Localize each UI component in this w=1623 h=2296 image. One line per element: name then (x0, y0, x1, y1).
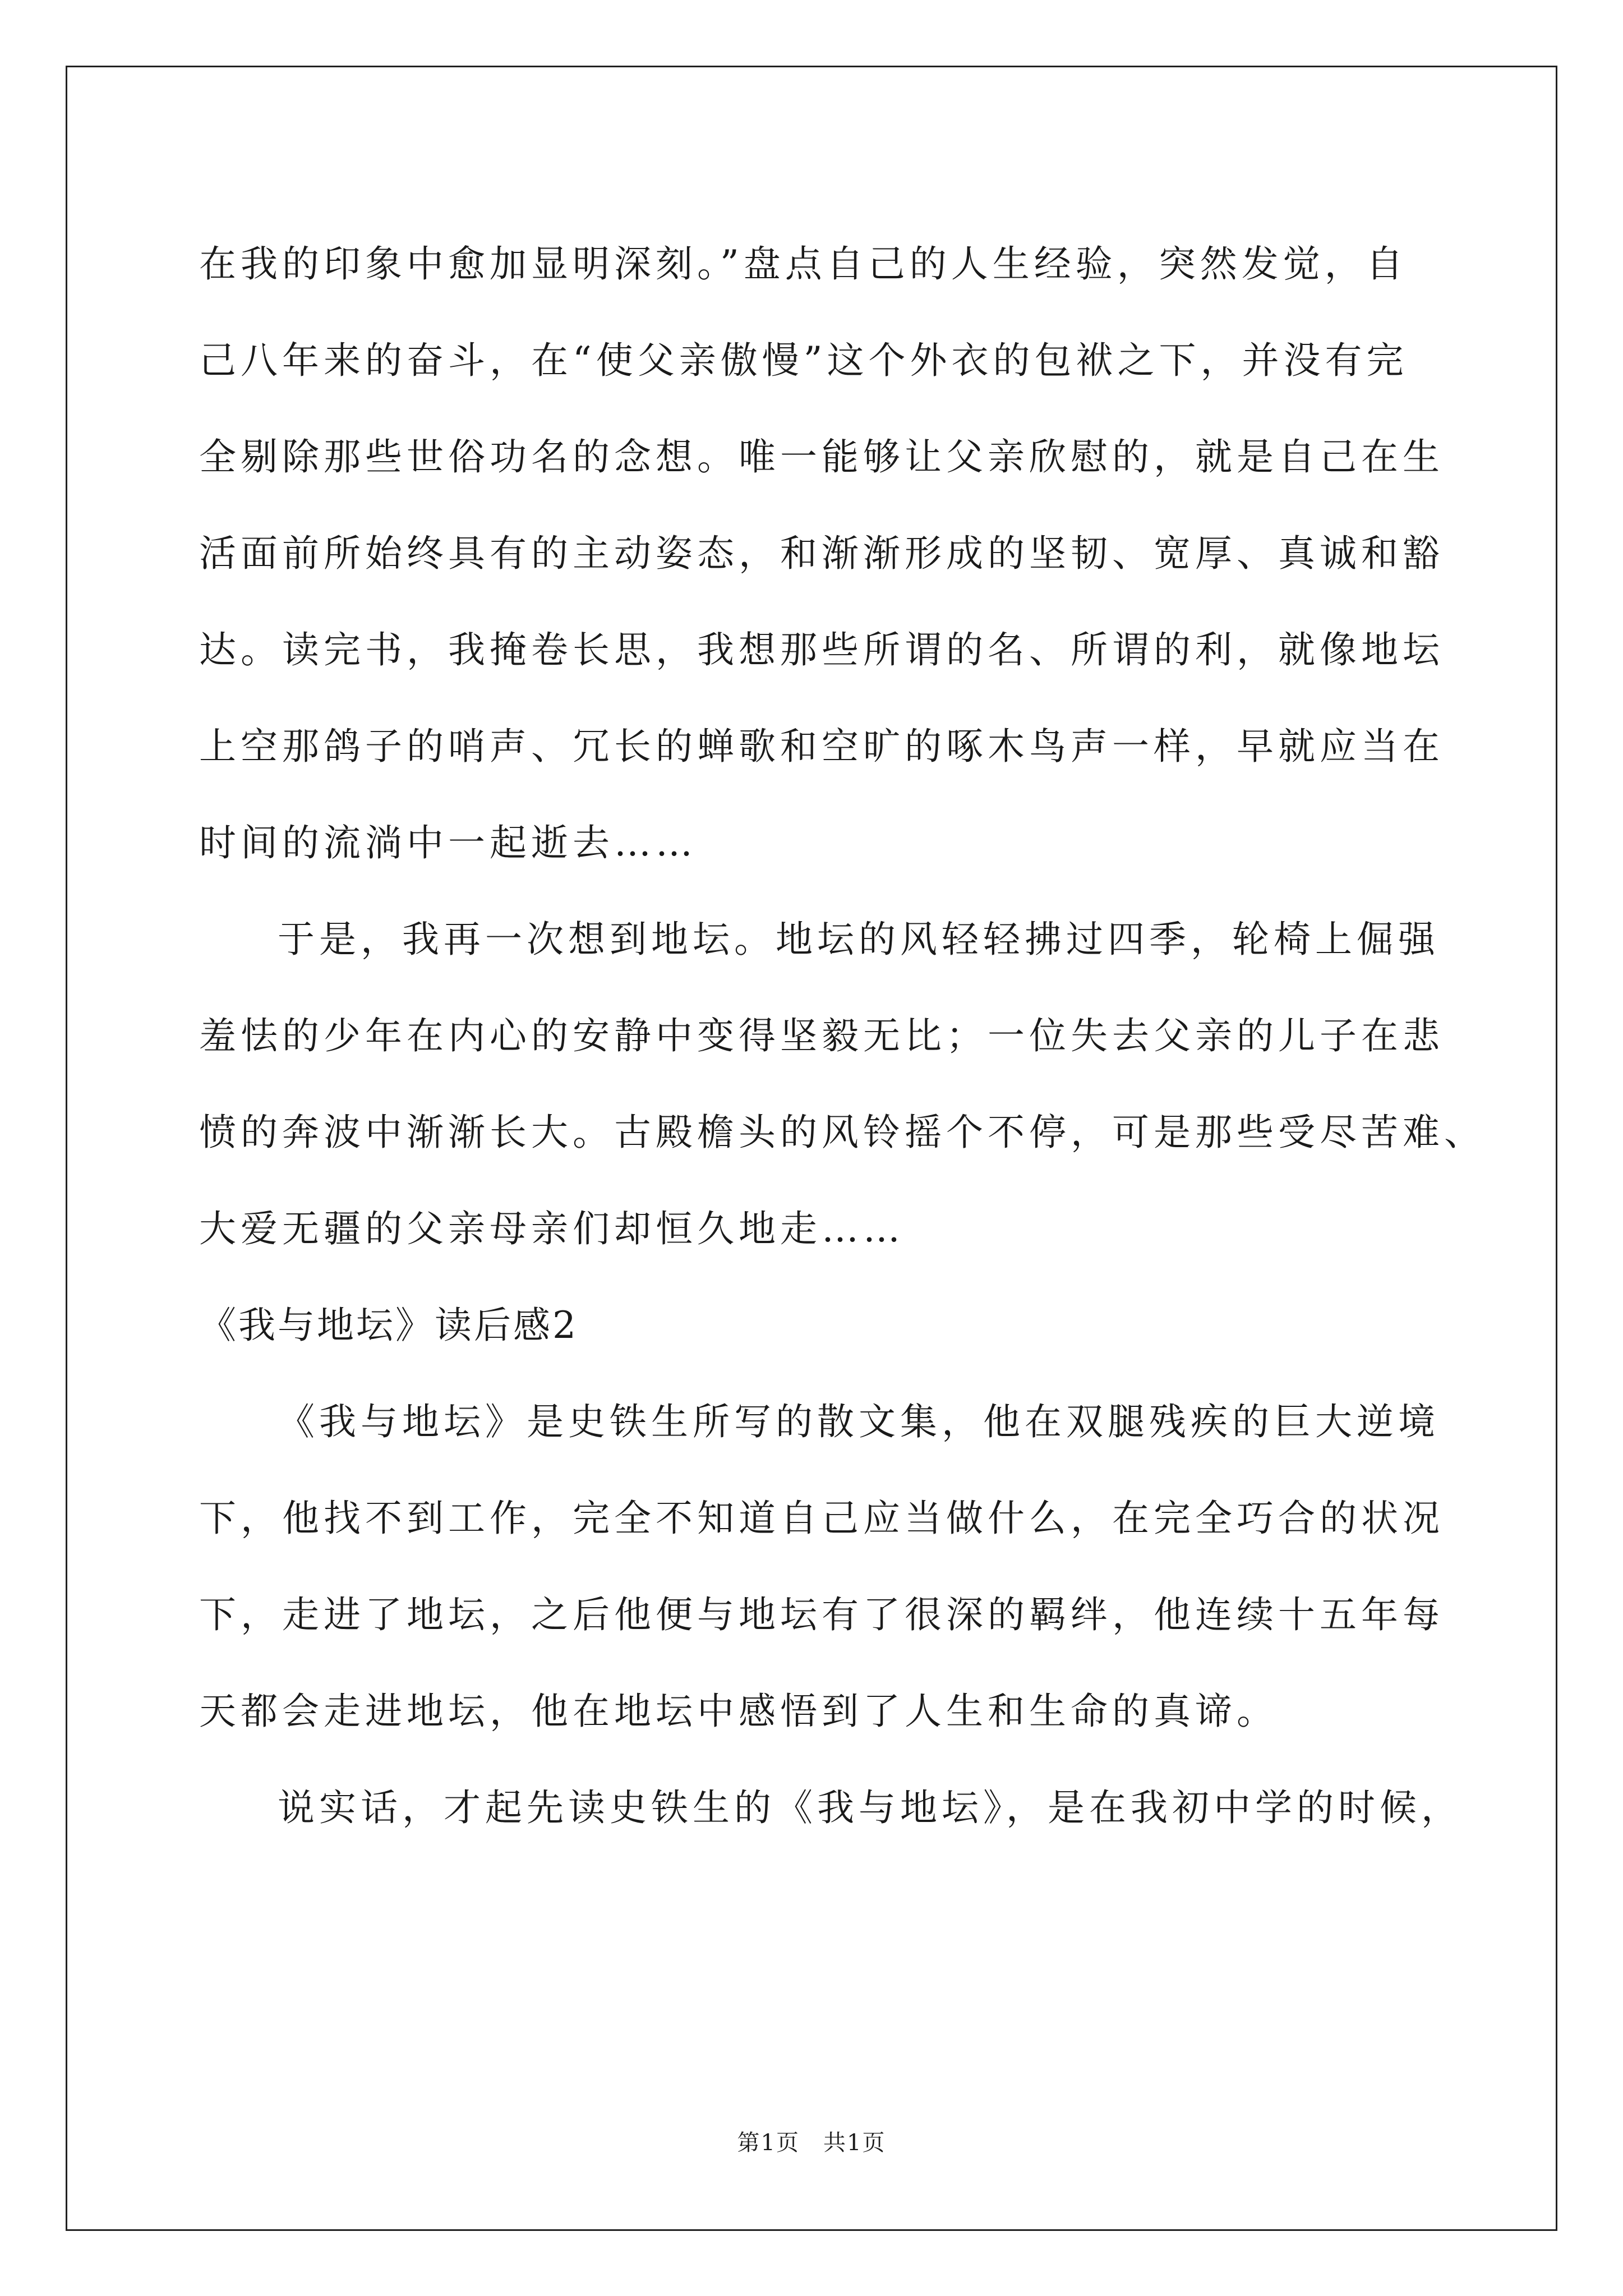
text-line: 全剔除那些世俗功名的念想。唯一能够让父亲欣慰的，就是自己在生 (199, 435, 1444, 478)
page-number: 第1页 共1页 (737, 2130, 886, 2156)
text-line: 大爱无疆的父亲母亲们却恒久地走…… (199, 1207, 905, 1250)
text-line: 己八年来的奋斗，在“使父亲傲慢”这个外衣的包袱之下，并没有完 (199, 339, 1408, 382)
paragraph-first-line: 于是，我再一次想到地坛。地坛的风轻轻拂过四季，轮椅上倔强 (278, 918, 1440, 961)
text-line: 下，他找不到工作，完全不知道自己应当做什么，在完全巧合的状况 (199, 1497, 1444, 1540)
text-line: 活面前所始终具有的主动姿态，和渐渐形成的坚韧、宽厚、真诚和豁 (199, 532, 1444, 575)
text-line: 愤的奔波中渐渐长大。古殿檐头的风铃摇个不停，可是那些受尽苦难、 (199, 1111, 1486, 1154)
text-line: 达。读完书，我掩卷长思，我想那些所谓的名、所谓的利，就像地坛 (199, 628, 1444, 671)
section-heading: 《我与地坛》读后感2 (199, 1304, 578, 1347)
text-line: 上空那鸽子的哨声、冗长的蝉歌和空旷的啄木鸟声一样，早就应当在 (199, 725, 1444, 768)
text-line: 时间的流淌中一起逝去…… (199, 821, 697, 864)
paragraph-first-line: 《我与地坛》是史铁生所写的散文集，他在双腿残疾的巨大逆境 (278, 1400, 1440, 1443)
paragraph-first-line: 说实话，才起先读史铁生的《我与地坛》，是在我初中学的时候， (278, 1786, 1463, 1829)
text-line: 在我的印象中愈加显明深刻。”盘点自己的人生经验，突然发觉，自 (199, 242, 1408, 286)
document-body (199, 216, 1486, 1856)
text-line: 下，走进了地坛，之后他便与地坛有了很深的羁绊，他连续十五年每 (199, 1593, 1444, 1636)
text-line: 羞怯的少年在内心的安静中变得坚毅无比；一位失去父亲的儿子在悲 (199, 1014, 1444, 1057)
text-line: 天都会走进地坛，他在地坛中感悟到了人生和生命的真谛。 (199, 1690, 1278, 1733)
